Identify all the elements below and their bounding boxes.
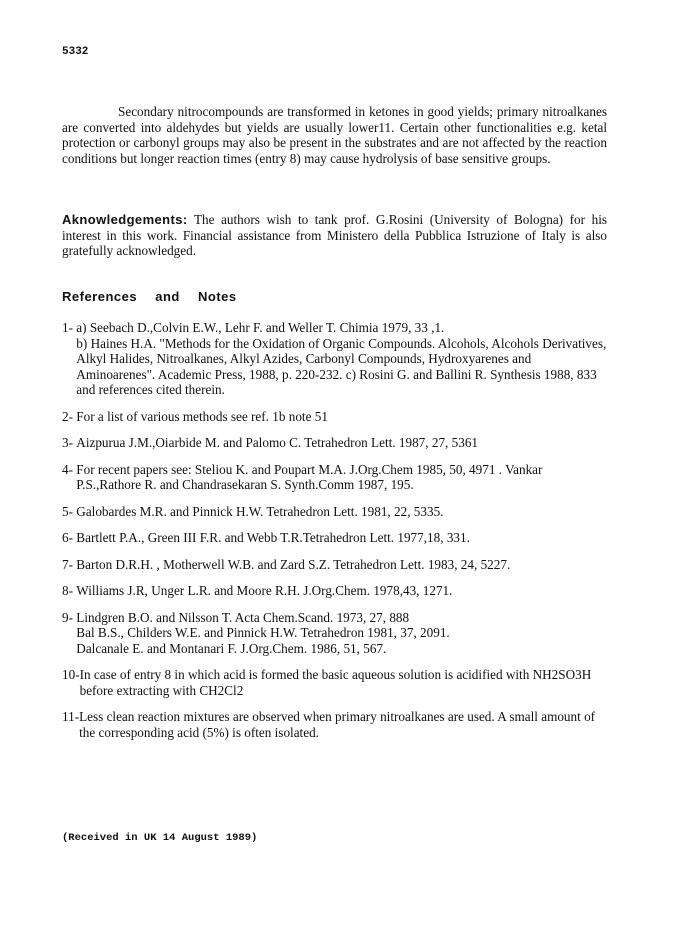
reference-item: [62, 320, 610, 398]
reference-number: 1-: [62, 320, 77, 335]
reference-number: 3-: [62, 435, 77, 450]
reference-item: [62, 462, 610, 493]
reference-line: Barton D.R.H. , Motherwell W.B. and Zard S.Z. Tetrahedron Lett. 1983, 24, 5227.: [76, 556, 511, 572]
reference-line: a) Seebach D.,Colvin E.W., Lehr F. and Weller T. Chimia 1979, 33 ,1.: [76, 320, 445, 335]
reference-list: [62, 320, 610, 751]
acknowledgements-heading: Aknowledgements:: [62, 212, 188, 227]
reference-body: [76, 557, 610, 573]
reference-line: For recent papers see: Steliou K. and Poupart M.A. J.Org.Chem 1985, 50, 4971 . Vankar P.S.,Rathore R. and Chandrasekaran S. Synth.Comm 1987, 195.: [76, 461, 543, 492]
reference-item: [62, 530, 610, 546]
reference-number: 8-: [62, 583, 77, 598]
reference-number: 7-: [62, 556, 77, 572]
reference-body: [76, 320, 610, 398]
references-heading-word: and: [155, 289, 180, 304]
reference-body: [79, 709, 610, 740]
reference-body: [76, 583, 610, 599]
reference-line: For a list of various methods see ref. 1b note 51: [76, 408, 328, 424]
reference-line: b) Haines H.A. "Methods for the Oxidation of Organic Compounds. Alcohols, Alcohols Derivatives, Alkyl Halides, Nitroalkanes, Alkyl Azides, Carbonyl Compounds, Hydroxyarenes and Aminoarenes". Academic Press, 1988, p. 220-232. c) Rosini G. and Ballini R. Synthesis 1988, 833 and references cited therein.: [76, 335, 607, 397]
reference-number: 2-: [62, 408, 77, 424]
reference-item: [62, 667, 610, 698]
reference-line: Williams J.R, Unger L.R. and Moore R.H. J.Org.Chem. 1978,43, 1271.: [76, 583, 453, 598]
reference-line: Bartlett P.A., Green III F.R. and Webb T.R.Tetrahedron Lett. 1977,18, 331.: [76, 530, 470, 545]
reference-body: [76, 610, 610, 657]
reference-number: 6-: [62, 530, 77, 545]
received-date: (Received in UK 14 August 1989): [62, 832, 258, 844]
reference-body: [80, 667, 610, 698]
reference-line: Less clean reaction mixtures are observed when primary nitroalkanes are used. A small amount of the corresponding acid (5%) is often isolated.: [79, 709, 596, 740]
references-heading: [62, 289, 251, 304]
reference-body: [76, 530, 610, 546]
reference-number: 11-: [62, 709, 80, 724]
acknowledgements-text: The authors wish to tank prof. G.Rosini (University of Bologna) for his interest in this work. Financial assistance from Ministero della Pubblica Istruzione of Italy is also gratefully acknowledged.: [62, 212, 607, 258]
references-heading-word: Notes: [197, 289, 237, 304]
reference-item: [62, 435, 610, 451]
reference-number: 5-: [62, 503, 77, 519]
reference-item: [62, 709, 610, 740]
reference-number: 4-: [62, 461, 77, 477]
reference-item: [62, 583, 610, 599]
reference-number: 10-: [62, 667, 80, 682]
reference-line: Lindgren B.O. and Nilsson T. Acta Chem.Scand. 1973, 27, 888: [76, 609, 410, 625]
reference-item: [62, 409, 610, 425]
reference-body: [76, 462, 610, 493]
acknowledgements: [62, 212, 607, 259]
reference-item: [62, 504, 610, 520]
references-heading-word: References: [62, 289, 138, 304]
reference-line: Bal B.S., Childers W.E. and Pinnick H.W. Tetrahedron 1981, 37, 2091.: [76, 625, 450, 640]
reference-line: Aizpurua J.M.,Oiarbide M. and Palomo C. Tetrahedron Lett. 1987, 27, 5361: [76, 435, 479, 450]
reference-body: [76, 409, 610, 425]
page-number: 5332: [62, 46, 89, 58]
reference-number: 9-: [62, 609, 77, 625]
reference-item: [62, 557, 610, 573]
reference-line: Dalcanale E. and Montanari F. J.Org.Chem. 1986, 51, 567.: [76, 640, 387, 656]
reference-line: Galobardes M.R. and Pinnick H.W. Tetrahedron Lett. 1981, 22, 5335.: [76, 503, 444, 519]
reference-line: In case of entry 8 in which acid is formed the basic aqueous solution is acidified with NH2SO3H before extracting with CH2Cl2: [79, 667, 592, 698]
reference-body: [76, 435, 610, 451]
reference-body: [76, 504, 610, 520]
body-paragraph: Secondary nitrocompounds are transformed in ketones in good yields; primary nitroalkanes are converted into aldehydes but yields are usually lower11. Certain other functionalities e.g. ketal protection or carbonyl groups may also be present in the substrates and are not affected by the reaction conditions but longer reaction times (entry 8) may cause hydrolysis of base sensitive groups.: [62, 104, 607, 166]
reference-item: [62, 610, 610, 657]
